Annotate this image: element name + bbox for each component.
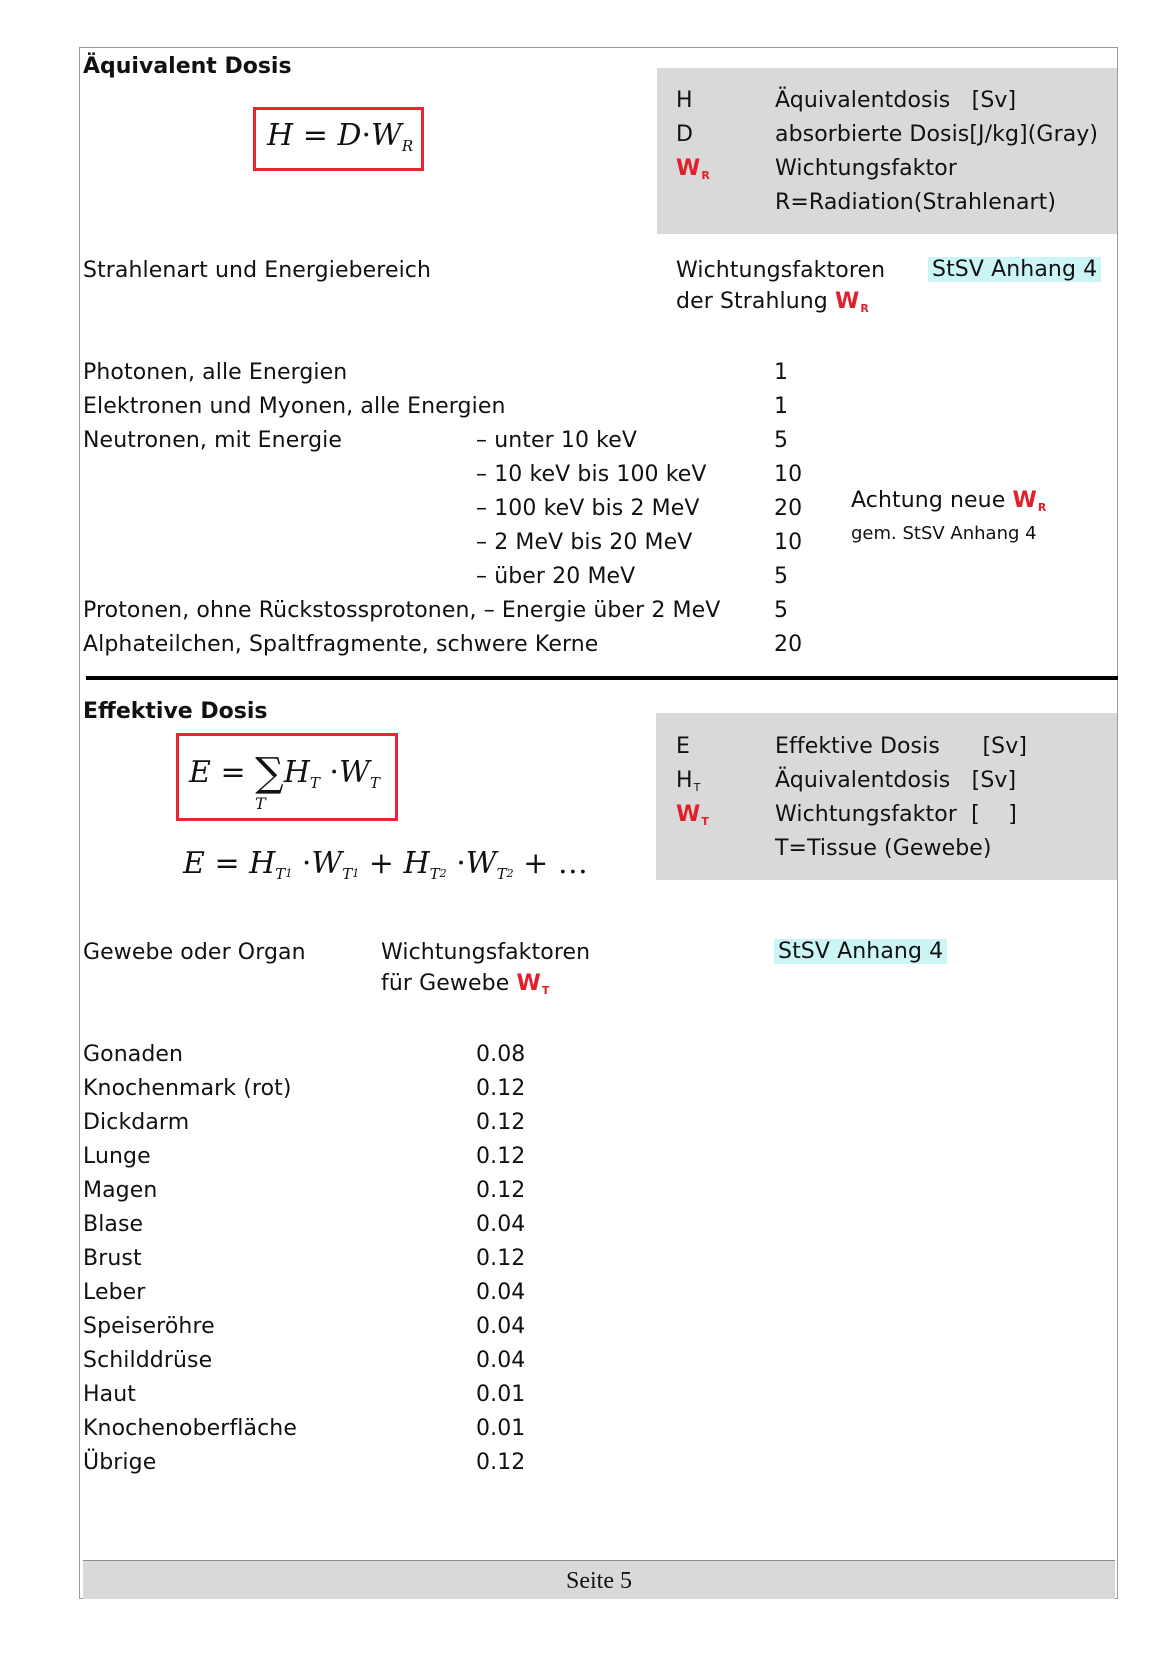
organ-name: Leber — [83, 1280, 146, 1305]
radiation-weighting-value: 1 — [774, 394, 789, 419]
legend-description: Wichtungsfaktor [ ] — [775, 802, 1017, 827]
page-number: Seite 5 — [566, 1568, 632, 1594]
tissue-weighting-value: 0.12 — [476, 1178, 526, 1203]
organ-name: Brust — [83, 1246, 142, 1271]
legend-symbol — [676, 156, 710, 182]
tissue-weighting-value: 0.04 — [476, 1348, 526, 1373]
radiation-type-label: Neutronen, mit Energie — [83, 428, 343, 453]
radiation-weighting-value: 1 — [774, 360, 789, 385]
section1-title: Äquivalent Dosis — [83, 54, 292, 79]
legend-symbol-main: W — [676, 156, 701, 181]
sum-index: T — [255, 794, 266, 813]
legend-description: T=Tissue (Gewebe) — [775, 836, 992, 861]
organ-name: Knochenmark (rot) — [83, 1076, 292, 1101]
legend-description: Wichtungsfaktor — [775, 156, 957, 181]
legend-symbol — [676, 734, 691, 760]
tissue-weighting-value: 0.12 — [476, 1450, 526, 1475]
section2-col-header-mid: Wichtungsfaktoren für Gewebe WT — [381, 940, 591, 997]
tissue-weighting-value: 0.01 — [476, 1416, 526, 1441]
section1-note-ref: gem. StSV Anhang 4 — [851, 523, 1037, 544]
energy-range: – 2 MeV bis 20 MeV — [476, 530, 693, 555]
section1-note: Achtung neue WR — [851, 488, 1047, 514]
legend-symbol — [676, 190, 677, 216]
legend-symbol — [676, 122, 694, 148]
effective-dose-formula — [176, 733, 398, 821]
page-footer — [83, 1560, 1115, 1599]
section2-reference-badge: StSV Anhang 4 — [774, 939, 947, 964]
organ-name: Speiseröhre — [83, 1314, 215, 1339]
legend-symbol-main: H — [676, 768, 693, 793]
legend-symbol-main: W — [676, 802, 701, 827]
tissue-weighting-value: 0.04 — [476, 1280, 526, 1305]
legend-symbol-main: H — [676, 88, 693, 113]
legend-symbol — [676, 802, 709, 828]
radiation-weighting-value: 20 — [774, 496, 803, 521]
organ-name: Blase — [83, 1212, 144, 1237]
energy-range: – über 20 MeV — [476, 564, 636, 589]
legend-symbol — [676, 836, 677, 862]
legend-description: R=Radiation(Strahlenart) — [775, 190, 1057, 215]
section-divider — [86, 676, 1118, 680]
organ-name: Übrige — [83, 1450, 157, 1475]
legend-symbol-sub: T — [693, 781, 701, 794]
organ-name: Lunge — [83, 1144, 151, 1169]
effective-dose-expanded-formula: $E = H_T1 \cdot W_T1 + H_T2 \cdot W_T2$ + … — [183, 846, 588, 883]
radiation-type-label: Elektronen und Myonen, alle Energien — [83, 394, 506, 419]
legend-symbol-main: E — [676, 734, 691, 759]
section1-col-header-left: Strahlenart und Energiebereich — [83, 258, 432, 283]
radiation-type-label: Protonen, ohne Rückstossprotonen, – Energie über 2 MeV — [83, 598, 721, 623]
tissue-weighting-value: 0.12 — [476, 1110, 526, 1135]
radiation-weighting-value: 5 — [774, 564, 789, 589]
tissue-weighting-value: 0.04 — [476, 1314, 526, 1339]
legend-description: Äquivalentdosis [Sv] — [775, 768, 1017, 793]
section2-col-header-left: Gewebe oder Organ — [83, 940, 306, 965]
legend-description: absorbierte Dosis[J/kg](Gray) — [775, 122, 1099, 147]
tissue-weighting-value: 0.04 — [476, 1212, 526, 1237]
legend-symbol-sub: T — [701, 815, 709, 828]
radiation-type-label: Photonen, alle Energien — [83, 360, 348, 385]
legend-symbol — [676, 768, 700, 794]
tissue-weighting-value: 0.01 — [476, 1382, 526, 1407]
energy-range: – unter 10 keV — [476, 428, 638, 453]
energy-range: – 100 keV bis 2 MeV — [476, 496, 700, 521]
legend-symbol — [676, 88, 694, 114]
organ-name: Dickdarm — [83, 1110, 190, 1135]
section1-reference-badge: StSV Anhang 4 — [928, 257, 1101, 282]
tissue-weighting-value: 0.08 — [476, 1042, 526, 1067]
radiation-weighting-value: 5 — [774, 598, 789, 623]
tissue-weighting-value: 0.12 — [476, 1144, 526, 1169]
radiation-weighting-value: 10 — [774, 462, 803, 487]
organ-name: Haut — [83, 1382, 136, 1407]
energy-range: – 10 keV bis 100 keV — [476, 462, 707, 487]
organ-name: Gonaden — [83, 1042, 184, 1067]
radiation-weighting-value: 10 — [774, 530, 803, 555]
tissue-weighting-value: 0.12 — [476, 1246, 526, 1271]
legend-description: Äquivalentdosis [Sv] — [775, 88, 1017, 113]
tissue-weighting-value: 0.12 — [476, 1076, 526, 1101]
effective-dose-formula-body: $E = \sum H_T \cdot W_T$ — [189, 750, 380, 796]
legend-description: Effektive Dosis [Sv] — [775, 734, 1027, 759]
organ-name: Magen — [83, 1178, 158, 1203]
section1-col-header-right: Wichtungsfaktoren der Strahlung WR — [676, 258, 886, 315]
radiation-type-label: Alphateilchen, Spaltfragmente, schwere Kerne — [83, 632, 599, 657]
organ-name: Knochenoberfläche — [83, 1416, 297, 1441]
section2-title: Effektive Dosis — [83, 699, 268, 724]
legend-symbol-sub: R — [701, 169, 710, 182]
legend-symbol-main: D — [676, 122, 694, 147]
organ-name: Schilddrüse — [83, 1348, 213, 1373]
equivalent-dose-formula: $H = D\cdot W_R$ — [253, 107, 424, 171]
radiation-weighting-value: 5 — [774, 428, 789, 453]
radiation-weighting-value: 20 — [774, 632, 803, 657]
